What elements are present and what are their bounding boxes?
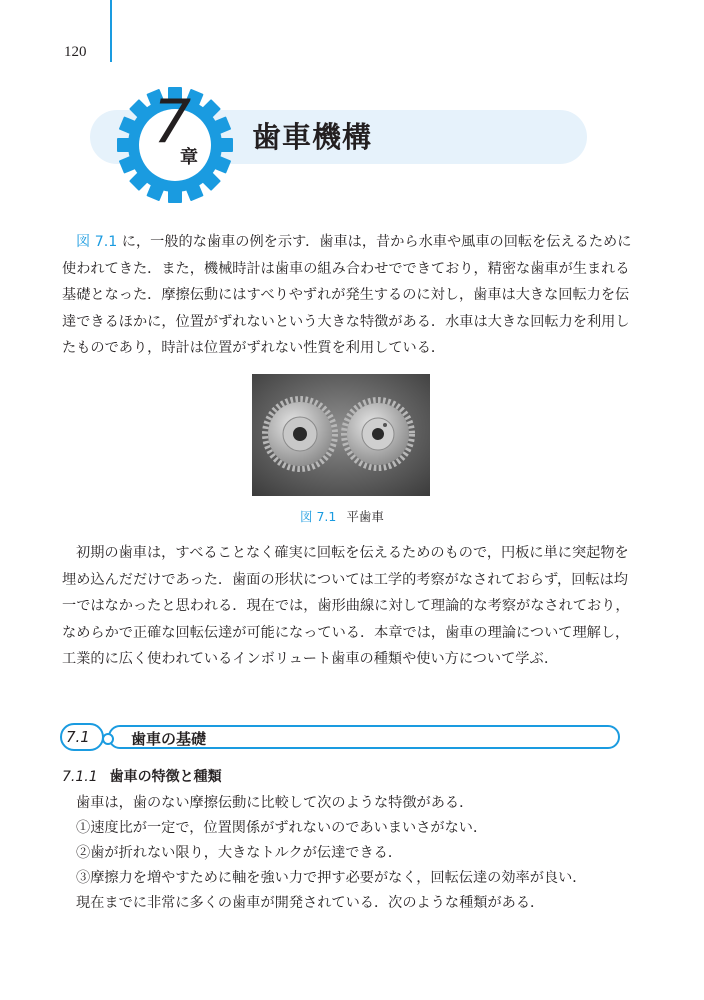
chapter-title: 歯車機構 xyxy=(252,120,373,154)
intro-text: に，一般的な歯車の例を示す．歯車は，昔から水車や風車の回転を伝えるために使われてきた．また，機械時計は歯車の組み合わせでできており，精密な歯車が生まれる基礎となった．摩擦伝動にはすべりやずれが発生するのに対し，歯車は大きな回転力を伝達できるほかに，位置がずれないという大きな特徴がある．水車は大きな回転力を利用したものであり，時計は位置がずれない性質を利用している． xyxy=(62,234,632,356)
list-item: ①速度比が一定で，位置関係がずれないのであいまいさがない． xyxy=(76,820,488,836)
list-item: ③摩擦力を増やすために軸を強い力で押す必要がなく，回転伝達の効率が良い． xyxy=(76,870,587,886)
subsection-number: 7.1.1 xyxy=(62,769,98,785)
page-number: 120 xyxy=(64,44,87,60)
figure-number: 図 7.1 xyxy=(300,509,337,524)
figure-caption xyxy=(300,507,384,525)
text-line: 歯車は，歯のない摩擦伝動に比較して次のような特徴がある． xyxy=(76,795,474,811)
section-title: 歯車の基礎 xyxy=(131,730,207,748)
margin-rule xyxy=(110,0,112,62)
subsection-title: 歯車の特徴と種類 xyxy=(109,769,222,785)
chapter-suffix: 章 xyxy=(180,147,198,168)
subsection-heading xyxy=(62,766,222,786)
body-paragraph: 初期の歯車は，すべることなく確実に回転を伝えるためのもので，円板に単に突起物を埋め込んだだけであった．歯面の形状については工学的考察がなされておらず，回転は均一ではなかったと思われる．現在では，歯形曲線に対して理論的な考察がなされており，なめらかで正確な回転伝達が可能になっている．本章では，歯車の理論について理解し，工業的に広く使われているインボリュート歯車の種類や使い方について学ぶ． xyxy=(62,545,630,667)
spur-gears-photo xyxy=(252,374,430,496)
intro-paragraph xyxy=(62,229,642,362)
figure-reference[interactable]: 図 7.1 xyxy=(76,234,118,250)
section-number: 7.1 xyxy=(66,728,90,746)
chapter-number: 7 xyxy=(153,87,192,157)
text-line: 現在までに非常に多くの歯車が開発されている．次のような種類がある． xyxy=(76,895,545,911)
list-item: ②歯が折れない限り，大きなトルクが伝達できる． xyxy=(76,845,403,861)
figure-title: 平歯車 xyxy=(346,509,384,524)
